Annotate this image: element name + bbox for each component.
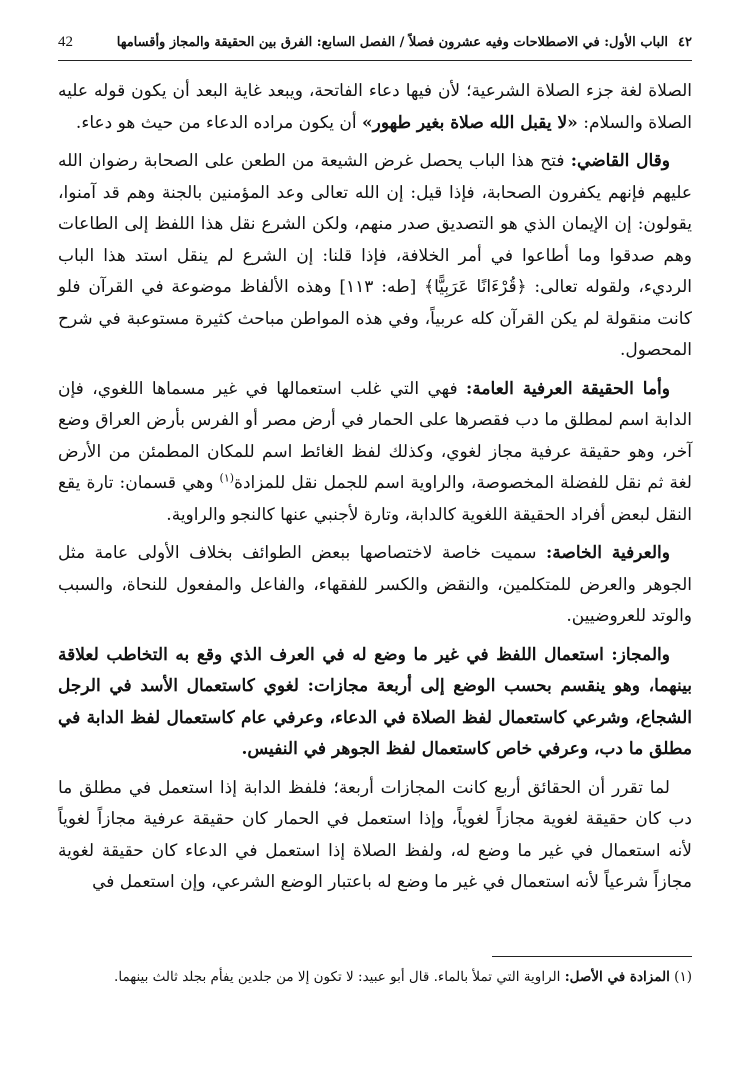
- page-number-latin: 42: [58, 33, 73, 50]
- paragraph-3: [58, 374, 692, 532]
- paragraph-6-text: لما تقرر أن الحقائق أربع كانت المجازات أربعة؛ فلفظ الدابة إذا استعمل في مطلق ما دب كان حقيقة لغوية مجازاً لغوياً، وإذا استعمل في الحمار كان حقيقة عرفية مجازاً لغوياً لأنه استعمال في غير ما وضع له، ولفظ الصلاة إذا استعمل في الدعاء كان حقيقة لغوية مجازاً شرعياً لأنه استعمال في غير ما وضع له باعتبار الوضع الشرعي، وإن استعمل في: [58, 777, 692, 892]
- footnote-reference[interactable]: (١): [219, 471, 235, 485]
- footnote: [58, 964, 692, 990]
- paragraph-6: [58, 773, 692, 899]
- paragraph-2-text: فتح هذا الباب يحصل غرض الشيعة من الطعن على الصحابة رضوان الله عليهم فإنهم يكفرون الصحابة، فإذا قيل: إن الله تعالى وعد المؤمنين بالجنة وهم قد آمنوا، يقولون: إن الإيمان الذي هو التصديق صدر منهم، ولكن الشرع نقل هذا اللفظ إلى الطاعات وهم صدقوا وما أطاعوا في أمر الخلافة، فإذا قلنا: إن الشرع لم ينقل استد هذا الباب الرديء، ولقوله تعالى: ﴿قُرْءَانًا عَرَبِيًّا﴾ [طه: ١١٣] وهذه الألفاظ موضوعة في القرآن فلو كانت منقولة لم يكن القرآن كله عربياً، وفي هذه المواطن مباحث كثيرة مستوعبة في شرح المحصول.: [58, 151, 692, 360]
- paragraph-5-text: والمجاز: استعمال اللفظ في غير ما وضع له في العرف الذي وقع به التخاطب لعلاقة بينهما، وهو ينقسم بحسب الوضع إلى أربعة مجازات: لغوي كاستعمال الأسد في الرجل الشجاع، وشرعي كاستعمال لفظ الصلاة في الدعاء، وعرفي عام كاستعمال لفظ الدابة في مطلق ما دب، وعرفي خاص كاستعمال لفظ الجوهر في النفيس.: [58, 644, 692, 759]
- paragraph-4-lead: والعرفية الخاصة:: [546, 543, 670, 563]
- paragraph-5: [58, 640, 692, 766]
- running-header: [58, 28, 692, 56]
- hadith-quote: «لا يقبل الله صلاة بغير طهور»: [362, 112, 578, 133]
- paragraph-2: [58, 146, 692, 367]
- paragraph-3-text-a: فهي التي غلب استعمالها في غير مسماها اللغوي، فإن الدابة اسم لمطلق ما دب فقصرها على الحمار في أرض مصر أو الفرس بأرض العراق وضع آخر، وهو حقيقة عرفية مجاز لغوي، وكذلك لفظ الغائط اسم للمكان المطمئن من الأرض لغة ثم نقل للفضلة المخصوصة، والراوية اسم للجمل نقل للمزادة: [58, 378, 692, 493]
- paragraph-1-text-b: أن يكون مراده الدعاء من حيث هو دعاء.: [75, 112, 362, 133]
- footnote-lead: المزادة في الأصل:: [564, 969, 670, 985]
- main-text: [58, 76, 692, 906]
- paragraph-3-lead: وأما الحقيقة العرفية العامة:: [466, 378, 670, 399]
- footnote-divider: [492, 956, 692, 957]
- paragraph-3-text-b: وهي قسمان: تارة يقع النقل لبعض أفراد الحقيقة اللغوية كالدابة، وتارة لأجنبي عنها كالنجو والراوية.: [58, 473, 692, 525]
- header-divider: [58, 60, 692, 61]
- paragraph-2-lead: وقال القاضي:: [570, 151, 670, 171]
- footnote-text: الراوية التي تملأ بالماء. قال أبو عبيد: لا تكون إلا من جلدين يفأم بجلد ثالث بينهما.: [114, 969, 565, 985]
- footnote-marker: (١): [674, 969, 692, 985]
- paragraph-4: [58, 538, 692, 633]
- running-title: الباب الأول: في الاصطلاحات وفيه عشرون فصلاً / الفصل السابع: الفرق بين الحقيقة والمجاز وأقسامها: [116, 34, 669, 50]
- page-number-arabic: ٤٢: [678, 34, 692, 50]
- paragraph-4-text: سميت خاصة لاختصاصها ببعض الطوائف بخلاف الأولى عامة مثل الجوهر والعرض للمتكلمين، والنقض والكسر للفقهاء، والفاعل والمفعول للنحاة، والسبب والوتد للعروضيين.: [58, 543, 692, 626]
- paragraph-1: [58, 76, 692, 139]
- paragraph-1-text-a: الصلاة لغة جزء الصلاة الشرعية؛ لأن فيها دعاء الفاتحة، ويبعد غاية البعد أن يكون قوله عليه الصلاة والسلام:: [58, 81, 692, 133]
